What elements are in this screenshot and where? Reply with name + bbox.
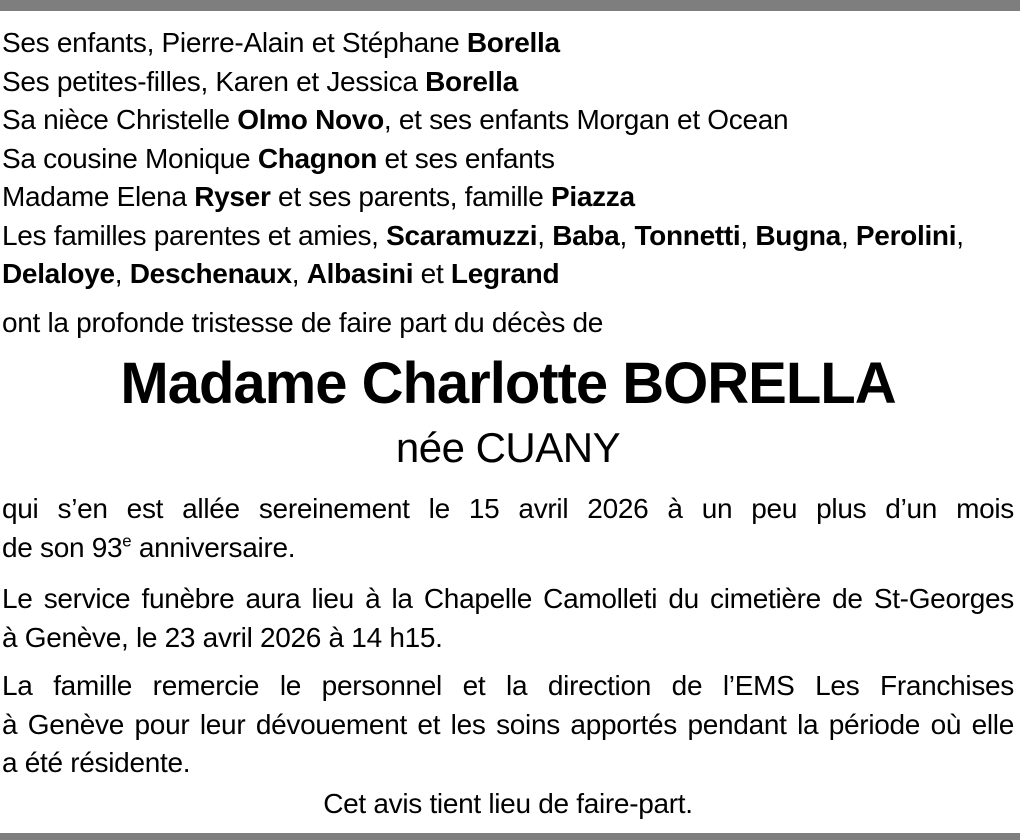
- text-line: [2, 529, 1014, 568]
- text-segment: e: [122, 531, 132, 551]
- family-lines: [2, 24, 1014, 294]
- text-line: [2, 706, 1014, 745]
- text-segment: ,: [537, 219, 553, 251]
- text-segment: qui s’en est allée sereinement le 15 avril 2026 à un peu plus d’un mois: [2, 493, 1014, 524]
- text-segment: ,: [740, 219, 756, 251]
- text-segment: ,: [956, 219, 964, 251]
- text-line: [2, 667, 1014, 706]
- text-line: [2, 63, 1014, 102]
- text-line: [2, 619, 1014, 658]
- text-segment: La famille remercie le personnel et la direction de l’EMS Les Franchises: [2, 670, 1014, 701]
- text-segment: à Genève, le 23 avril 2026 à 14 h15.: [2, 621, 443, 653]
- family-name-bold: Delaloye: [2, 258, 115, 289]
- text-segment: ,: [114, 258, 130, 289]
- family-name-bold: Olmo Novo: [237, 104, 384, 135]
- family-name-bold: Legrand: [450, 258, 560, 289]
- bottom-divider-bar: [0, 833, 1020, 840]
- text-line: [2, 24, 1014, 63]
- text-line: [2, 140, 1014, 179]
- text-line: [2, 580, 1014, 619]
- text-segment: Le service funèbre aura lieu à la Chapelle Camolleti du cimetière de St-Georges: [2, 583, 1014, 614]
- text-line: [2, 217, 1014, 256]
- death-paragraph: [2, 490, 1014, 567]
- text-segment: Les familles parentes et amies,: [2, 219, 387, 251]
- text-segment: ,: [291, 258, 307, 289]
- text-segment: anniversaire.: [131, 531, 296, 563]
- announcement-line: ont la profonde tristesse de faire part du décès de: [2, 306, 604, 338]
- thanks-paragraph: [2, 667, 1014, 783]
- text-line: [2, 255, 1014, 294]
- text-segment: Sa nièce Christelle: [2, 104, 238, 135]
- family-name-bold: Ryser: [194, 181, 271, 212]
- text-segment: et ses enfants: [377, 142, 555, 174]
- family-name-bold: Tonnetti: [634, 219, 741, 251]
- family-name-bold: Bugna: [755, 219, 841, 251]
- notice-content: [2, 24, 1014, 823]
- family-name-bold: Borella: [425, 65, 518, 97]
- text-line: [2, 490, 1014, 529]
- family-name-bold: Scaramuzzi: [386, 219, 538, 251]
- top-divider-bar: [0, 0, 1020, 11]
- family-name-bold: Piazza: [550, 181, 635, 212]
- text-segment: ,: [840, 219, 856, 251]
- text-line: [2, 744, 1014, 783]
- family-name-bold: Perolini: [855, 219, 957, 251]
- deceased-name: Madame Charlotte BORELLA: [120, 351, 896, 416]
- text-segment: Ses petites-filles, Karen et Jessica: [2, 65, 426, 97]
- family-name-bold: Borella: [466, 27, 560, 58]
- closing-line: Cet avis tient lieu de faire-part.: [323, 787, 693, 819]
- maiden-name: née CUANY: [395, 424, 621, 471]
- family-name-bold: Chagnon: [257, 142, 378, 174]
- text-segment: Madame Elena: [2, 181, 195, 212]
- text-segment: de son 93: [2, 531, 123, 563]
- text-line: [2, 178, 1014, 217]
- text-segment: a été résidente.: [2, 747, 191, 778]
- text-segment: Sa cousine Monique: [2, 142, 258, 174]
- family-name-bold: Albasini: [306, 258, 414, 289]
- text-line: [2, 101, 1014, 140]
- text-segment: , et ses enfants Morgan et Ocean: [383, 104, 789, 135]
- text-segment: et: [413, 258, 451, 289]
- family-name-bold: Baba: [552, 219, 620, 251]
- text-segment: et ses parents, famille: [270, 181, 551, 212]
- text-segment: Ses enfants, Pierre-Alain et Stéphane: [2, 27, 467, 58]
- text-segment: à Genève pour leur dévouement et les soins apportés pendant la période où elle: [2, 708, 1014, 740]
- text-segment: ,: [619, 219, 635, 251]
- service-paragraph: [2, 580, 1014, 657]
- family-name-bold: Deschenaux: [129, 258, 292, 289]
